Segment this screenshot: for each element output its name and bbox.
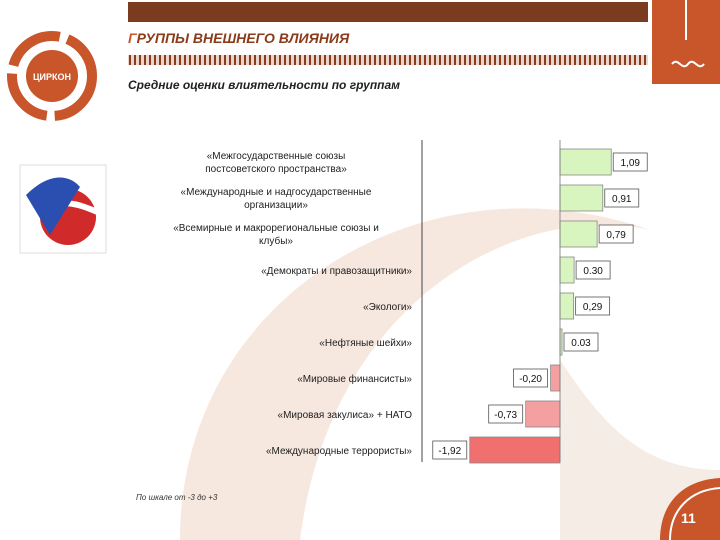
value-label: 0,79 — [606, 230, 626, 241]
value-label: 0.30 — [583, 266, 603, 277]
bar — [560, 149, 611, 175]
category-label: «Экологи» — [363, 302, 412, 313]
bar — [470, 437, 560, 463]
value-label: 0,29 — [582, 302, 603, 313]
influence-bar-chart — [130, 140, 640, 470]
category-label: «Всемирные и макрорегиональные союзы и клубы» — [173, 223, 379, 247]
value-label: -0,73 — [494, 410, 518, 421]
bar — [560, 293, 574, 319]
bar — [526, 401, 560, 427]
category-label: «Мировые финансисты» — [297, 374, 412, 385]
value-label: 0,91 — [612, 194, 632, 205]
page-badge — [652, 478, 720, 540]
category-label: «Международные и надгосударственные организации» — [180, 187, 372, 211]
category-label: «Межгосударственные союзы постсоветского пространства» — [205, 151, 347, 175]
value-label: 1,09 — [620, 158, 640, 169]
corner-ornament — [652, 0, 720, 84]
bar — [560, 257, 574, 283]
category-label: «Мировая закулиса» + НАТО — [277, 410, 412, 421]
header-ruler — [128, 55, 648, 65]
company-logo — [4, 28, 100, 124]
value-label: -1,92 — [438, 446, 462, 457]
bar — [551, 365, 560, 391]
header-bar — [128, 2, 648, 22]
value-label: -0,20 — [519, 374, 542, 385]
page-title: ГРУППЫ ВНЕШНЕГО ВЛИЯНИЯ — [128, 30, 350, 46]
bar — [560, 185, 603, 211]
emblem-logo — [20, 165, 106, 253]
category-label: «Демократы и правозащитники» — [261, 266, 412, 277]
value-label: 0.03 — [571, 338, 591, 349]
scale-note: По шкале от -3 до +3 — [136, 493, 218, 502]
svg-text:ЦИРКОН: ЦИРКОН — [32, 72, 72, 82]
category-label: «Нефтяные шейхи» — [319, 338, 412, 349]
page-number: 11 — [681, 510, 696, 526]
bar — [560, 221, 597, 247]
category-label: «Международные террористы» — [265, 446, 412, 457]
chart-subtitle: Средние оценки влиятельности по группам — [128, 78, 401, 92]
